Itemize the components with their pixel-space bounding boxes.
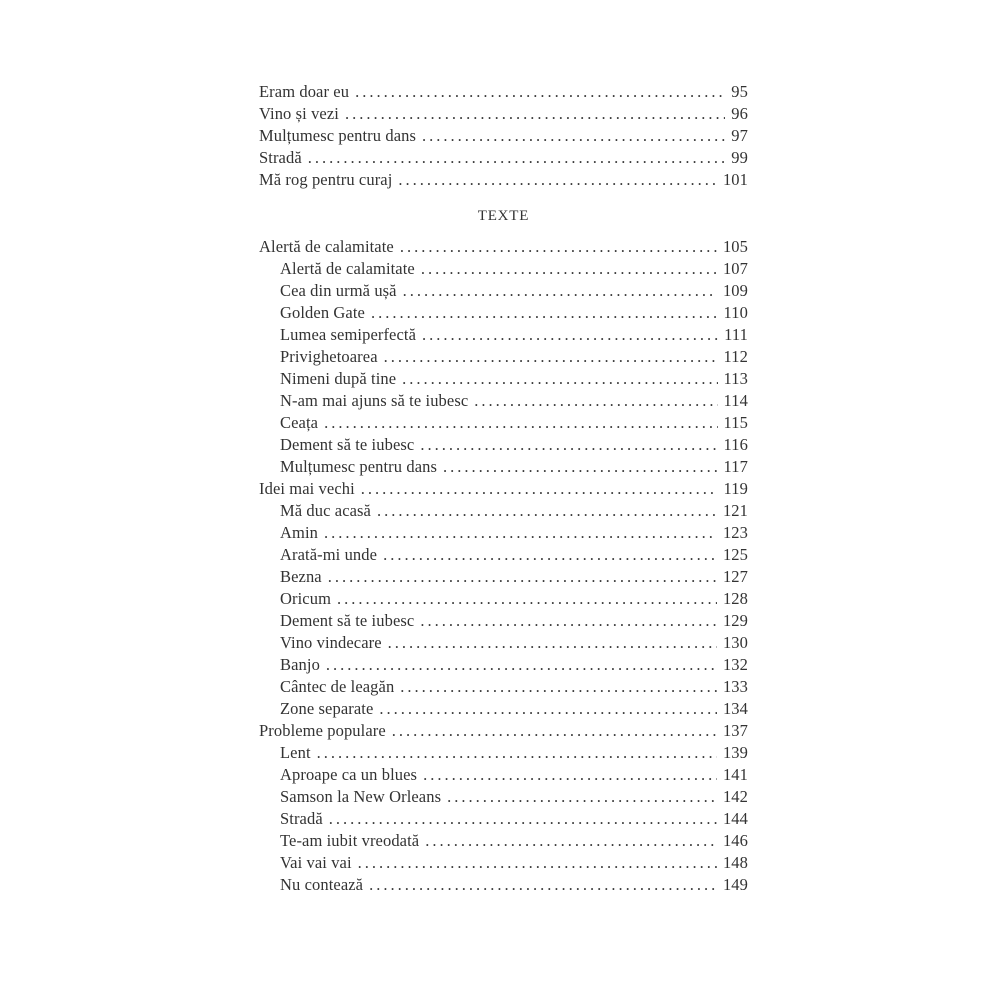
toc-row: [259, 610, 748, 632]
toc-entry-page: 129: [722, 611, 748, 630]
dot-leader: [384, 346, 718, 368]
toc-entry-title: Privighetoarea: [280, 347, 378, 366]
toc-entry-title: Oricum: [280, 589, 332, 608]
toc-row: [259, 434, 748, 456]
dot-leader: [328, 566, 717, 588]
dot-leader: [422, 125, 725, 147]
toc-entry-page: 127: [722, 567, 748, 586]
toc-row: [259, 720, 748, 742]
toc-entry-page: 121: [722, 501, 748, 520]
dot-leader: [317, 742, 717, 764]
toc-entry-page: 110: [723, 303, 748, 322]
toc-row: [259, 280, 748, 302]
toc-entry-page: 128: [722, 589, 748, 608]
dot-leader: [358, 852, 717, 874]
toc-entry-title: Mă rog pentru curaj: [259, 170, 393, 189]
toc-entry-page: 146: [722, 831, 748, 850]
toc-entry-title: Nimeni după tine: [280, 369, 397, 388]
toc-entry-page: 137: [722, 721, 748, 740]
toc-entry-page: 116: [723, 435, 748, 454]
toc-entry-page: 141: [722, 765, 748, 784]
toc-main-block: [259, 236, 748, 896]
toc-entry-page: 149: [722, 875, 748, 894]
toc-row: [259, 258, 748, 280]
dot-leader: [447, 786, 717, 808]
dot-leader: [371, 302, 718, 324]
dot-leader: [329, 808, 717, 830]
toc-entry-page: 115: [723, 413, 748, 432]
toc-entry-page: 132: [722, 655, 748, 674]
toc-entry-page: 111: [724, 325, 748, 344]
toc-row: [259, 103, 748, 125]
dot-leader: [324, 522, 717, 544]
dot-leader: [474, 390, 717, 412]
toc-row: [259, 544, 748, 566]
toc-entry-title: Alertă de calamitate: [280, 259, 415, 278]
toc-row: [259, 412, 748, 434]
dot-leader: [345, 103, 725, 125]
toc-entry-page: 96: [731, 104, 748, 123]
dot-leader: [369, 874, 717, 896]
dot-leader: [379, 698, 717, 720]
toc-entry-title: Stradă: [280, 809, 323, 828]
toc-row: [259, 852, 748, 874]
dot-leader: [422, 324, 718, 346]
toc-entry-title: Probleme populare: [259, 721, 386, 740]
toc-entry-title: Cântec de leagăn: [280, 677, 395, 696]
toc-row: [259, 324, 748, 346]
toc-row: [259, 786, 748, 808]
dot-leader: [403, 280, 717, 302]
toc-row: [259, 346, 748, 368]
toc-entry-title: Dement să te iubesc: [280, 611, 415, 630]
toc-row: [259, 830, 748, 852]
toc-entry-title: Golden Gate: [280, 303, 365, 322]
dot-leader: [420, 434, 717, 456]
dot-leader: [400, 676, 717, 698]
toc-row: [259, 478, 748, 500]
dot-leader: [337, 588, 717, 610]
toc-row: [259, 302, 748, 324]
toc-entry-page: 144: [722, 809, 748, 828]
toc-entry-title: Dement să te iubesc: [280, 435, 415, 454]
toc-entry-page: 95: [731, 82, 748, 101]
dot-leader: [398, 169, 717, 191]
dot-leader: [420, 610, 717, 632]
section-heading: TEXTE: [477, 208, 530, 224]
toc-entry-page: 109: [722, 281, 748, 300]
toc-row: [259, 764, 748, 786]
toc-entry-title: Arată-mi unde: [280, 545, 378, 564]
dot-leader: [355, 81, 725, 103]
toc-row: [259, 654, 748, 676]
toc-entry-title: Lumea semiperfectă: [280, 325, 417, 344]
toc-entry-page: 133: [722, 677, 748, 696]
dot-leader: [421, 258, 717, 280]
dot-leader: [423, 764, 717, 786]
toc-entry-title: Mulțumesc pentru dans: [280, 457, 437, 476]
dot-leader: [326, 654, 717, 676]
toc-row: [259, 632, 748, 654]
dot-leader: [402, 368, 717, 390]
toc-row: [259, 742, 748, 764]
toc-entry-title: Mulțumesc pentru dans: [259, 126, 416, 145]
dot-leader: [324, 412, 717, 434]
toc-row: [259, 236, 748, 258]
dot-leader: [392, 720, 717, 742]
toc-entry-title: Stradă: [259, 148, 302, 167]
toc-entry-title: Vino vindecare: [280, 633, 382, 652]
dot-leader: [361, 478, 718, 500]
dot-leader: [400, 236, 717, 258]
toc-entry-page: 130: [722, 633, 748, 652]
toc-entry-title: Banjo: [280, 655, 320, 674]
toc-entry-title: Alertă de calamitate: [259, 237, 394, 256]
toc-row: [259, 500, 748, 522]
toc-entry-title: Eram doar eu: [259, 82, 350, 101]
toc-entry-page: 114: [723, 391, 748, 410]
dot-leader: [377, 500, 717, 522]
toc-row: [259, 147, 748, 169]
toc-row: [259, 698, 748, 720]
dot-leader: [308, 147, 726, 169]
toc-row: [259, 566, 748, 588]
toc-row: [259, 522, 748, 544]
toc-row: [259, 81, 748, 103]
toc-row: [259, 390, 748, 412]
toc-entry-title: Amin: [280, 523, 318, 542]
toc-entry-title: Te-am iubit vreodată: [280, 831, 420, 850]
toc-entry-page: 105: [722, 237, 748, 256]
toc-entry-title: Zone separate: [280, 699, 374, 718]
table-of-contents: [259, 81, 748, 896]
toc-entry-page: 123: [722, 523, 748, 542]
dot-leader: [425, 830, 717, 852]
toc-entry-title: Aproape ca un blues: [280, 765, 418, 784]
toc-entry-title: Vai vai vai: [280, 853, 352, 872]
toc-entry-page: 112: [723, 347, 748, 366]
toc-entry-title: Cea din urmă ușă: [280, 281, 397, 300]
toc-entry-title: Lent: [280, 743, 311, 762]
dot-leader: [383, 544, 717, 566]
toc-row: [259, 808, 748, 830]
toc-entry-page: 125: [722, 545, 748, 564]
dot-leader: [443, 456, 718, 478]
toc-row: [259, 125, 748, 147]
toc-top-block: [259, 81, 748, 191]
toc-row: [259, 169, 748, 191]
toc-entry-title: Nu contează: [280, 875, 364, 894]
toc-entry-title: Idei mai vechi: [259, 479, 355, 498]
toc-entry-page: 101: [722, 170, 748, 189]
toc-entry-page: 113: [723, 369, 748, 388]
toc-entry-page: 117: [723, 457, 748, 476]
toc-row: [259, 588, 748, 610]
toc-entry-page: 107: [722, 259, 748, 278]
toc-row: [259, 874, 748, 896]
toc-entry-title: Vino și vezi: [259, 104, 339, 123]
toc-entry-page: 119: [723, 479, 748, 498]
toc-entry-page: 134: [722, 699, 748, 718]
toc-row: [259, 456, 748, 478]
toc-entry-page: 142: [722, 787, 748, 806]
toc-entry-page: 97: [731, 126, 748, 145]
toc-entry-title: N-am mai ajuns să te iubesc: [280, 391, 469, 410]
toc-entry-title: Samson la New Orleans: [280, 787, 442, 806]
toc-entry-page: 139: [722, 743, 748, 762]
toc-entry-page: 148: [722, 853, 748, 872]
toc-entry-page: 99: [731, 148, 748, 167]
toc-entry-title: Bezna: [280, 567, 322, 586]
toc-row: [259, 368, 748, 390]
dot-leader: [388, 632, 717, 654]
toc-row: [259, 676, 748, 698]
toc-entry-title: Mă duc acasă: [280, 501, 371, 520]
toc-entry-title: Ceața: [280, 413, 319, 432]
